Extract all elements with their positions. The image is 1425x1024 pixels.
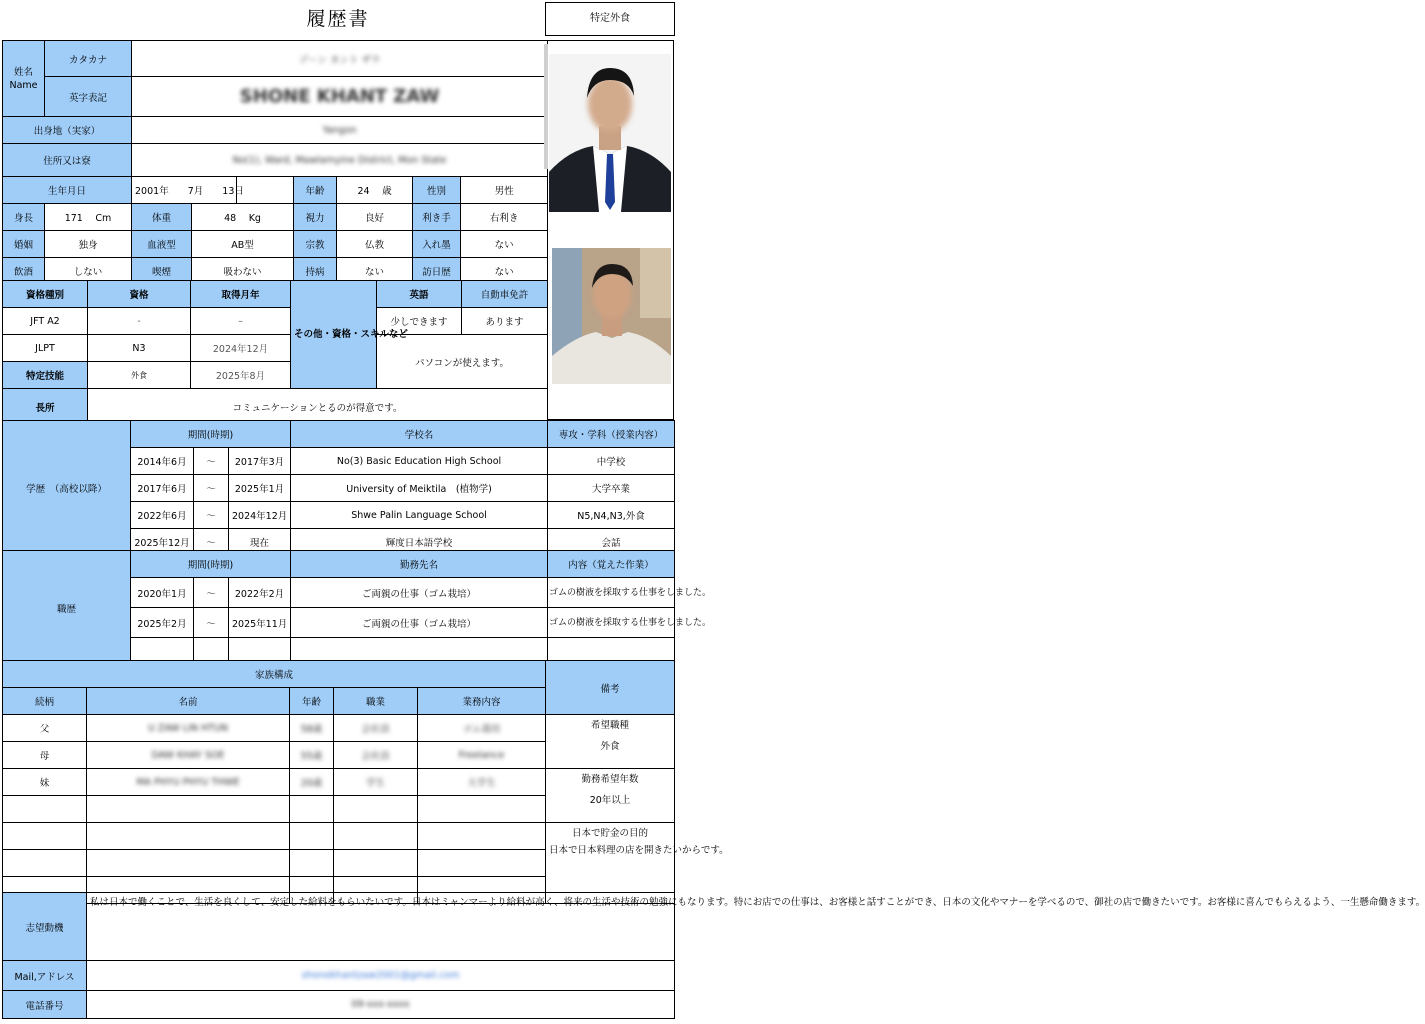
other-skills-label: その他・資格・スキルなど (291, 281, 377, 389)
qual-type-header: 資格種別 (3, 281, 88, 308)
edu-major: 大学卒業 (548, 475, 675, 502)
edu-from: 2017年6月 (131, 475, 194, 502)
edu-major: 会話 (548, 529, 675, 556)
personal-table (2, 40, 548, 285)
work-company: ご両親の仕事（ゴム栽培） (291, 578, 548, 608)
work-period-header: 期間(時期) (131, 551, 291, 578)
hand-value: 右利き (461, 204, 548, 231)
edu-to: 2017年3月 (229, 448, 291, 475)
phone-label: 電話番号 (3, 991, 87, 1019)
family-empty-cell (87, 850, 290, 877)
qual-name-header: 資格 (88, 281, 191, 308)
strength-value: コミュニケーションとるのが得意です。 (88, 389, 548, 425)
family-table (2, 660, 729, 904)
page-title: 履歴書 (306, 8, 370, 30)
years-label: 勤務希望年数 (581, 774, 639, 785)
years-cell (546, 769, 675, 823)
family-age: 20歳 (290, 769, 334, 796)
edu-from: 2025年12月 (131, 529, 194, 556)
weight-value: 48 Kg (192, 204, 294, 231)
hometown-value: Yangon (132, 117, 548, 144)
years-value: 20年以上 (589, 795, 631, 806)
edu-sep: ～ (194, 502, 229, 529)
work-label: 職歴 (3, 551, 131, 665)
name-label: 姓名 Name (3, 41, 45, 117)
applicant-photo-formal (549, 54, 671, 212)
family-empty-cell (418, 796, 546, 823)
age-value: 24 歳 (337, 177, 413, 204)
qual-row-date: – (191, 308, 291, 335)
edu-school-header: 学校名 (291, 421, 548, 448)
roman-value: SHONE KHANT ZAW (132, 77, 548, 117)
desired-job-cell (546, 715, 675, 769)
license-value: あります (462, 308, 548, 335)
roman-label: 英字表記 (45, 77, 132, 117)
weight-label: 体重 (132, 204, 192, 231)
qual-row-date: 2025年8月 (191, 362, 291, 389)
work-sep: ～ (194, 608, 229, 638)
family-empty-cell (3, 796, 87, 823)
family-relation: 母 (3, 742, 87, 769)
qual-date-header: 取得月年 (191, 281, 291, 308)
work-content: ゴムの樹液を採取する仕事をしました。 (548, 578, 675, 608)
family-age-header: 年齢 (290, 688, 334, 715)
blood-label: 血液型 (132, 231, 192, 258)
marriage-value: 独身 (45, 231, 132, 258)
education-table (2, 420, 675, 556)
work-table (2, 550, 712, 665)
edu-major: 中学校 (548, 448, 675, 475)
family-empty-cell (87, 823, 290, 850)
remarks-label: 備考 (546, 661, 675, 715)
qual-row-name: N3 (88, 335, 191, 362)
family-empty-cell (3, 850, 87, 877)
english-label: 英語 (377, 281, 462, 308)
qualification-table (2, 280, 548, 425)
edu-from: 2014年6月 (131, 448, 194, 475)
family-empty-cell (334, 796, 418, 823)
katakana-label: カタカナ (45, 41, 132, 77)
education-label: 学歴 （高校以降） (3, 421, 131, 556)
tattoo-value: ない (461, 231, 548, 258)
address-label: 住所又は寮 (3, 144, 132, 177)
family-job-header: 職業 (334, 688, 418, 715)
phone-value: 09-xxx-xxxx (87, 991, 675, 1019)
smoke-label: 喫煙 (132, 258, 192, 285)
qual-row-type: 特定技能 (3, 362, 88, 389)
mail-value: shonekhantzaw2001@gmail.com (87, 961, 675, 991)
address-value: No(1), Ward, Mawlamyine District, Mon State (132, 144, 548, 177)
family-relation-header: 続柄 (3, 688, 87, 715)
edu-school: University of Meiktila (植物学) (291, 475, 548, 502)
work-to: 2025年11月 (229, 608, 291, 638)
edu-from: 2022年6月 (131, 502, 194, 529)
family-duty: 大学生 (418, 769, 546, 796)
family-duty: Freelance (418, 742, 546, 769)
edu-sep: ～ (194, 448, 229, 475)
family-job: 会社員 (334, 742, 418, 769)
desired-job-value: 外食 (600, 741, 620, 752)
illness-value: ない (337, 258, 413, 285)
motivation-table (2, 892, 1425, 1019)
drink-label: 飲酒 (3, 258, 45, 285)
work-from: 2020年1月 (131, 578, 194, 608)
desired-job-label: 希望職種 (591, 720, 630, 731)
hometown-label: 出身地（実家） (3, 117, 132, 144)
family-empty-cell (334, 823, 418, 850)
gender-value: 男性 (461, 177, 548, 204)
height-value: 171 Cm (45, 204, 132, 231)
english-value: 少しできます (377, 308, 462, 335)
visit-label: 訪日歴 (413, 258, 461, 285)
motivation-label: 志望動機 (3, 893, 87, 961)
visit-value: ない (461, 258, 548, 285)
qual-row-date: 2024年12月 (191, 335, 291, 362)
vision-label: 視力 (294, 204, 337, 231)
strength-label: 長所 (3, 389, 88, 425)
hand-label: 利き手 (413, 204, 461, 231)
dob-label: 生年月日 (3, 177, 132, 204)
edu-major: N5,N4,N3,外食 (548, 502, 675, 529)
family-name: MA PHYU PHYU THWE (87, 769, 290, 796)
motivation-text: 私は日本で働くことで、生活を良くして、安定した給料をもらいたいです。日本はミャンマーより給料が高く、将来の生活や技術の勉強にもなります。特にお店での仕事は、お客様と話すことができ、日本の文化やマナーを学べるので、御社の店で働きたいです。お客様に喜んでもらえるよう、一生懸命働きます。 (87, 893, 675, 961)
edu-to: 現在 (229, 529, 291, 556)
edu-to: 2025年1月 (229, 475, 291, 502)
savings-value: 日本で日本料理の店を開きたいからです。 (549, 845, 729, 856)
family-empty-cell (290, 850, 334, 877)
family-empty-cell (334, 850, 418, 877)
religion-label: 宗教 (294, 231, 337, 258)
drink-value: しない (45, 258, 132, 285)
frame-shadow (544, 44, 548, 169)
family-relation: 妹 (3, 769, 87, 796)
qual-row-name: - (88, 308, 191, 335)
work-to: 2022年2月 (229, 578, 291, 608)
family-age: 58歳 (290, 715, 334, 742)
dob-value: 2001年 7月 13日 (132, 177, 237, 204)
family-label: 家族構成 (3, 661, 546, 688)
edu-to: 2024年12月 (229, 502, 291, 529)
family-name: U ZAW LIN HTUN (87, 715, 290, 742)
family-empty-cell (290, 796, 334, 823)
dob-spacer (237, 177, 294, 204)
edu-school: 輝度日本語学校 (291, 529, 548, 556)
family-name: DAW KHAY SOE (87, 742, 290, 769)
edu-sep: ～ (194, 475, 229, 502)
family-empty-cell (87, 796, 290, 823)
work-company-header: 勤務先名 (291, 551, 548, 578)
family-empty-cell (418, 823, 546, 850)
work-sep: ～ (194, 578, 229, 608)
category-tag: 特定外食 (545, 2, 675, 36)
mail-label: Mail,アドレス (3, 961, 87, 991)
applicant-photo-casual (552, 248, 671, 384)
edu-period-header: 期間(時期) (131, 421, 291, 448)
edu-school: Shwe Palin Language School (291, 502, 548, 529)
family-duty-header: 業務内容 (418, 688, 546, 715)
edu-school: No(3) Basic Education High School (291, 448, 548, 475)
edu-sep: ～ (194, 529, 229, 556)
height-label: 身長 (3, 204, 45, 231)
blood-value: AB型 (192, 231, 294, 258)
marriage-label: 婚姻 (3, 231, 45, 258)
age-label: 年齢 (294, 177, 337, 204)
edu-major-header: 専攻・学科（授業内容） (548, 421, 675, 448)
religion-value: 仏教 (337, 231, 413, 258)
family-duty: ゴム栽培 (418, 715, 546, 742)
family-empty-cell (418, 850, 546, 877)
savings-label: 日本で貯金の目的 (572, 828, 649, 839)
work-company: ご両親の仕事（ゴム栽培） (291, 608, 548, 638)
qual-row-type: JFT A2 (3, 308, 88, 335)
qual-row-type: JLPT (3, 335, 88, 362)
license-label: 自動車免許 (462, 281, 548, 308)
smoke-value: 吸わない (192, 258, 294, 285)
family-job: 学生 (334, 769, 418, 796)
family-job: 会社員 (334, 715, 418, 742)
vision-value: 良好 (337, 204, 413, 231)
work-content: ゴムの樹液を採取する仕事をしました。 (548, 608, 675, 638)
family-age: 55歳 (290, 742, 334, 769)
katakana-value: ゾーン カント ザウ (132, 41, 548, 77)
gender-label: 性別 (413, 177, 461, 204)
tattoo-label: 入れ墨 (413, 231, 461, 258)
family-name-header: 名前 (87, 688, 290, 715)
work-from: 2025年2月 (131, 608, 194, 638)
family-empty-cell (3, 823, 87, 850)
qual-row-name: 外食 (88, 362, 191, 389)
other-skills-value: パソコンが使えます。 (377, 335, 548, 389)
work-content-header: 内容（覚えた作業） (548, 551, 675, 578)
illness-label: 持病 (294, 258, 337, 285)
family-empty-cell (290, 823, 334, 850)
family-relation: 父 (3, 715, 87, 742)
